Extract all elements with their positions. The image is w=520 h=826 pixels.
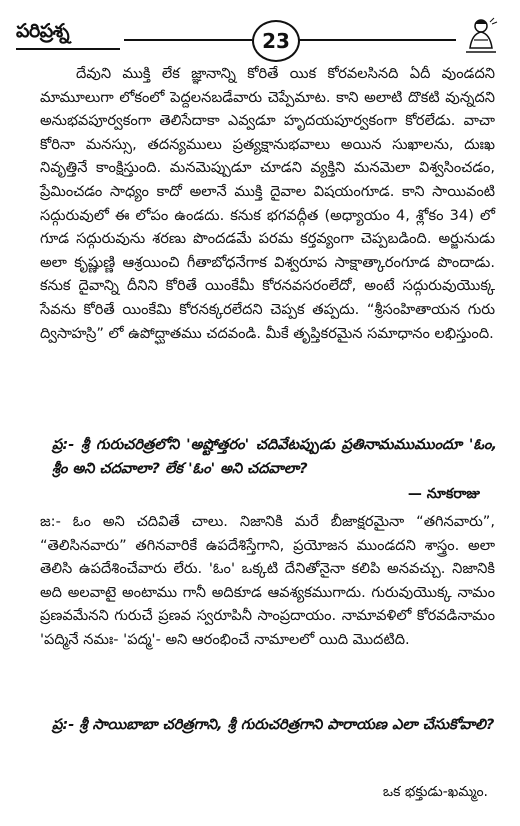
question-1: ప్ర:- శ్రీ గురుచరిత్రలోని 'అష్టోత్తరం' చదివేటప్పుడు ప్రతినామముముందూ 'ఓం, శ్రీం అని చదవాలా? లేక 'ఓం' అని చదవాలా? <box>52 436 497 477</box>
question-2: ప్ర:- శ్రీ సాయిబాబా చరిత్రగాని, శ్రీ గురుచరిత్రగాని పారాయణ ఎలా చేసుకోవాలి? <box>52 716 495 733</box>
paragraph-intro: దేవుని ముక్తి లేక జ్ఞానాన్ని కోరితే యిక కోరవలసినది ఏదీ వుండదని మామూలుగా లోకంలో పెద్దలనబడేవారు చెప్పేమాట. కాని అలాటి దొకటి వున్నదని అనుభవపూర్వకంగా తెలిసేదాకా ఎవ్వడూ హృదయపూర్వకంగా కోరలేడు. వాచా కోరినా మనస్సు, తదన్యములు ప్రత్యక్షానుభవాలు అయిన సుఖాలను, దుఃఖ నివృత్తినే కాంక్షిస్తుంది. మనమెప్పుడూ చూడని వ్యక్తిని మనమెలా విశ్వసించడం, ప్రేమించడం సాధ్యం కాదో అలానే ముక్తి దైవాల విషయంగూడ. కాని సాయివంటి సద్గురువులో ఈ లోపం ఉండదు. కనుక భగవద్గీత (అధ్యాయం 4, శ్లోకం 34) లో గూడ సద్గురువును శరణు పొందడమే పరమ కర్తవ్యంగా చెప్పబడింది. అర్జునుడు అలా కృష్ణుణ్ణి ఆశ్రయించి గీతాబోధనేగాక విశ్వరూప సాక్షాత్కారంగూడ పొందాడు. కనుక దైవాన్ని దీనిని కోరితే యింకేమీ కోరనవసరంలేదో, అంటే సద్గురువుయొక్క సేవను కోరితే యింకేమి కోరనక్కరలేదని చెప్పక తప్పదు. “శ్రీసంహితాయన గురు ద్విసాహస్రి” లో ఉపోద్ఘాతము చదవండి. మీకే తృప్తికరమైన సమాధానం లభిస్తుంది. <box>40 65 495 342</box>
questioner-1: — నూకరాజు <box>407 486 480 502</box>
header-rule-right <box>298 39 456 41</box>
sai-baba-emblem-icon <box>460 14 502 56</box>
page-title: పరిప్రశ్న <box>16 20 70 42</box>
answer-1: జ:- ఓం అని చదివితే చాలు. నిజానికి మరే బీజాక్షరమైనా “తగినవారు”, “తెలిసినవారు” తగినవారికే ఉపదేశిస్తేగాని, ప్రయోజన ముండదని శాస్త్రం. అలా తెలిసి ఉపదేశించేవారు లేరు. 'ఓం' ఒక్కటి దేనితోనైనా కలిపి అనవచ్చు. నిజానికి అది అలవాటై అంటాము గానీ అదికూడ ఆవశ్యకముగాదు. గురువుయొక్క నామం ప్రణవమేనని గురుచే ప్రణవ స్వరూపినీ సాంప్రదాయం. నామావళిలో కోరవడినామం 'పద్మినే నమః- 'పద్మ'- అని ఆరంభించే నామాలలో యిది మొదటిది. <box>40 513 495 648</box>
title-underline <box>16 48 120 50</box>
page-number: 23 <box>252 20 300 62</box>
questioner-2: ఒక భక్తుడు-ఖమ్మం. <box>382 784 488 800</box>
page-header <box>12 14 508 58</box>
header-rule-left <box>124 39 252 41</box>
